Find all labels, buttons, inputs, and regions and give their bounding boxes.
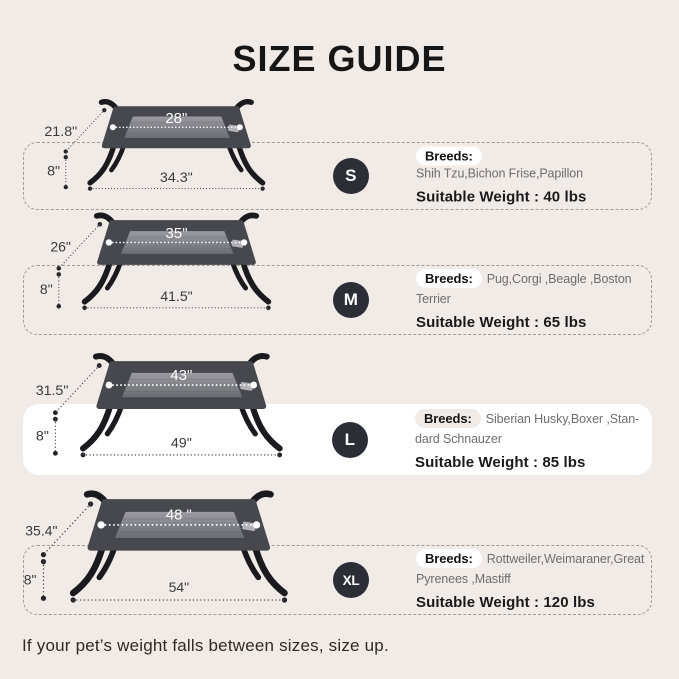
bed-illustration-s xyxy=(44,93,273,200)
suitable-weight-text: Suitable Weight : 65 lbs xyxy=(416,314,587,331)
dim-depth xyxy=(25,501,93,557)
bed-illustration-m xyxy=(36,206,279,320)
dim-base-width xyxy=(82,288,270,310)
dim-base-width xyxy=(81,436,283,458)
size-badge-l-label: L xyxy=(344,429,356,449)
dim-base-width-label: 34.3" xyxy=(159,170,193,187)
dim-depth-label: 35.4" xyxy=(25,522,58,539)
breeds-list-line2: dard Schnauzer xyxy=(415,431,502,446)
bed-illustration-xl xyxy=(17,483,297,614)
breeds-list-line1: Shih Tzu,Bichon Frise,Papillon xyxy=(416,166,583,181)
size-badge-l xyxy=(332,422,368,458)
suitable-weight-text: Suitable Weight : 40 lbs xyxy=(416,188,587,206)
size-row-xl-text xyxy=(416,549,649,611)
dim-height xyxy=(47,155,68,189)
breeds-list-line2: Pyrenees ,Mastiff xyxy=(416,572,511,586)
dim-top-width-label: 28" xyxy=(165,109,188,127)
breeds-line xyxy=(416,147,649,183)
breeds-line xyxy=(416,549,649,588)
suitable-weight-text: Suitable Weight : 120 lbs xyxy=(416,594,595,611)
dim-height xyxy=(40,272,61,308)
dim-base-width xyxy=(88,170,265,191)
dim-depth-label: 26" xyxy=(50,238,71,255)
dim-depth-label: 21.8" xyxy=(44,123,78,140)
dim-depth-label: 31.5" xyxy=(35,382,69,399)
breeds-pill: Breeds: xyxy=(416,549,482,568)
suitable-weight-text: Suitable Weight : 85 lbs xyxy=(415,453,586,471)
page-title: SIZE GUIDE xyxy=(232,38,447,79)
bed-illustration-l xyxy=(31,346,291,468)
breeds-list-line1: Rottweiler,Weimaraner,Great xyxy=(486,552,645,566)
dim-top-width-label: 35" xyxy=(165,224,188,242)
breeds-list-line1: Siberian Husky,Boxer ,Stan- xyxy=(485,411,640,426)
dim-height xyxy=(36,417,58,456)
footnote: If your pet’s weight falls between sizes, size up. xyxy=(22,636,389,655)
breeds-list-line2: Terrier xyxy=(416,292,451,306)
breeds-list-line1: Pug,Corgi ,Beagle ,Boston xyxy=(486,272,632,286)
dim-depth xyxy=(36,363,102,415)
dim-height-label: 8" xyxy=(23,571,37,588)
dim-depth xyxy=(44,108,106,154)
size-row-m-text xyxy=(416,269,649,331)
breeds-pill: Breeds: xyxy=(416,269,482,288)
dim-base-width-label: 41.5" xyxy=(160,287,193,304)
size-badge-m xyxy=(333,282,369,318)
size-badge-xl-label: XL xyxy=(342,572,360,588)
breeds-pill: Breeds: xyxy=(415,409,481,428)
dim-depth xyxy=(50,222,102,271)
size-badge-xl xyxy=(333,562,369,598)
size-badge-m-label: M xyxy=(343,290,359,309)
dim-height-label: 8" xyxy=(39,281,53,298)
size-row-l-text xyxy=(415,409,650,471)
dim-base-width-label: 49" xyxy=(170,435,192,452)
size-badge-s xyxy=(333,158,369,194)
breeds-line xyxy=(415,409,650,448)
dim-height-label: 8" xyxy=(35,428,49,445)
dim-base-width xyxy=(71,579,288,602)
dim-top-width-label: 48 " xyxy=(165,507,192,524)
breeds-line xyxy=(416,269,649,308)
size-badge-s-label: S xyxy=(345,166,357,185)
size-row-s-text xyxy=(416,147,649,206)
dim-height xyxy=(24,559,46,601)
dim-height-label: 8" xyxy=(47,163,61,180)
breeds-pill: Breeds: xyxy=(416,147,482,166)
dim-base-width-label: 54" xyxy=(168,579,190,596)
dim-top-width-label: 43" xyxy=(170,367,193,385)
